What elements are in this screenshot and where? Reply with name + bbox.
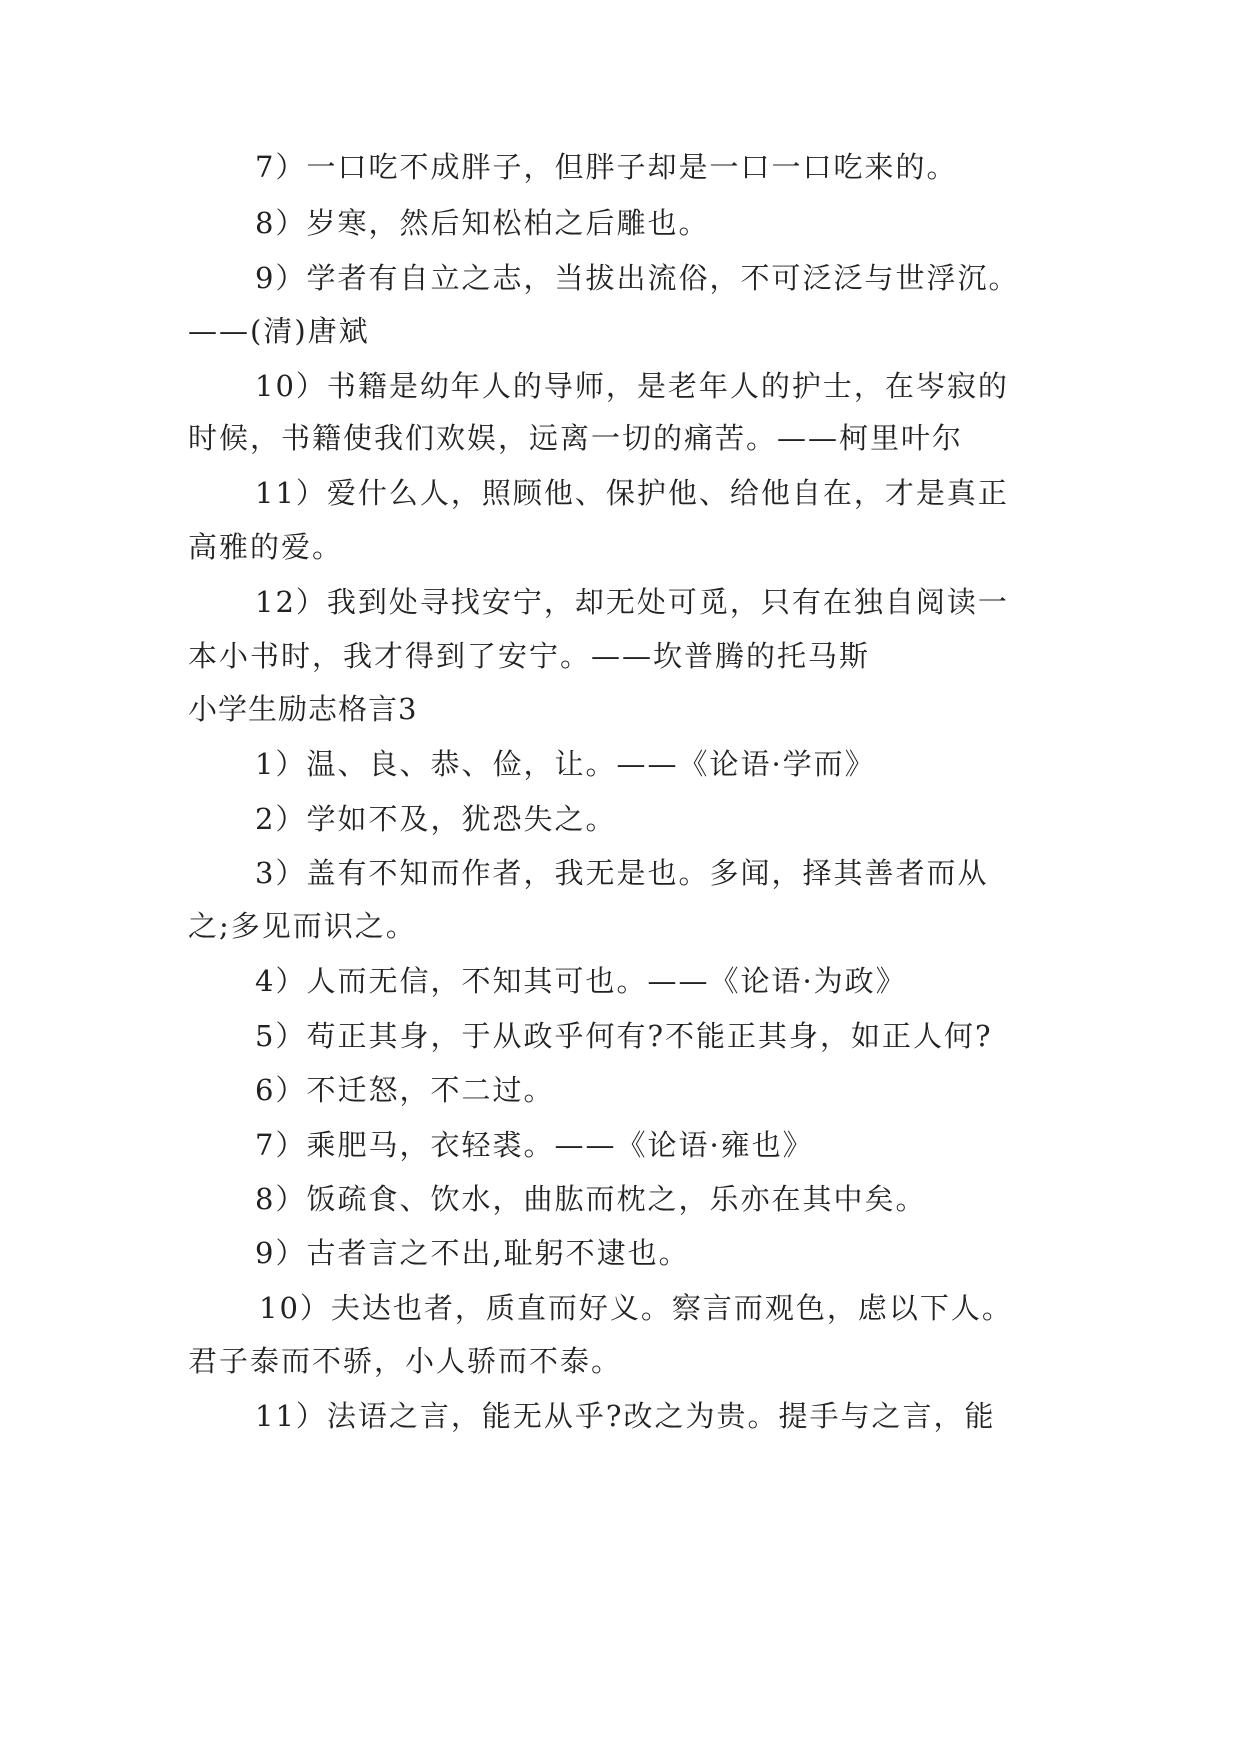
paragraph-line: 3）盖有不知而作者，我无是也。多闻，择其善者而从 <box>255 856 989 890</box>
paragraph-line: 10）书籍是幼年人的导师，是老年人的护士，在岑寂的 <box>255 369 1009 403</box>
paragraph-line: 君子泰而不骄，小人骄而不泰。 <box>188 1344 623 1378</box>
paragraph-line: 8）岁寒，然后知松柏之后雕也。 <box>255 206 710 240</box>
paragraph-line: 11）爱什么人，照顾他、保护他、给他自在，才是真正 <box>255 476 1009 510</box>
paragraph-line: 2）学如不及，犹恐失之。 <box>255 802 617 836</box>
paragraph-line: 9）古者言之不出,耻躬不逮也。 <box>255 1236 690 1270</box>
paragraph-line: 高雅的爱。 <box>188 530 344 564</box>
paragraph-line: 7）一口吃不成胖子，但胖子却是一口一口吃来的。 <box>255 150 958 184</box>
paragraph-line: 11）法语之言，能无从乎?改之为贵。提手与之言，能 <box>255 1399 996 1433</box>
paragraph-line: 7）乘肥马，衣轻裘。——《论语·雍也》 <box>255 1128 814 1162</box>
paragraph-line: 9）学者有自立之志，当拔出流俗，不可泛泛与世浮沉。 <box>255 261 1020 295</box>
paragraph-line: 时候，书籍使我们欢娱，远离一切的痛苦。——柯里叶尔 <box>188 421 964 455</box>
paragraph-line: 4）人而无信，不知其可也。——《论语·为政》 <box>255 964 907 998</box>
paragraph-line: 6）不迁怒，不二过。 <box>255 1073 555 1107</box>
paragraph-line: 10）夫达也者，质直而好义。察言而观色，虑以下人。 <box>259 1291 1013 1325</box>
paragraph-line: 12）我到处寻找安宁，却无处可觅，只有在独自阅读一 <box>255 585 1009 619</box>
paragraph-line: 5）苟正其身，于从政乎何有?不能正其身，如正人何? <box>255 1019 993 1053</box>
paragraph-line: ——(清)唐斌 <box>188 314 370 348</box>
paragraph-line: 本小书时，我才得到了安宁。——坎普腾的托马斯 <box>188 639 871 673</box>
section-heading: 小学生励志格言3 <box>188 692 418 726</box>
paragraph-line: 1）温、良、恭、俭，让。——《论语·学而》 <box>255 747 876 781</box>
paragraph-line: 之;多见而识之。 <box>188 909 417 943</box>
paragraph-line: 8）饭疏食、饮水，曲肱而枕之，乐亦在其中矣。 <box>255 1182 927 1216</box>
